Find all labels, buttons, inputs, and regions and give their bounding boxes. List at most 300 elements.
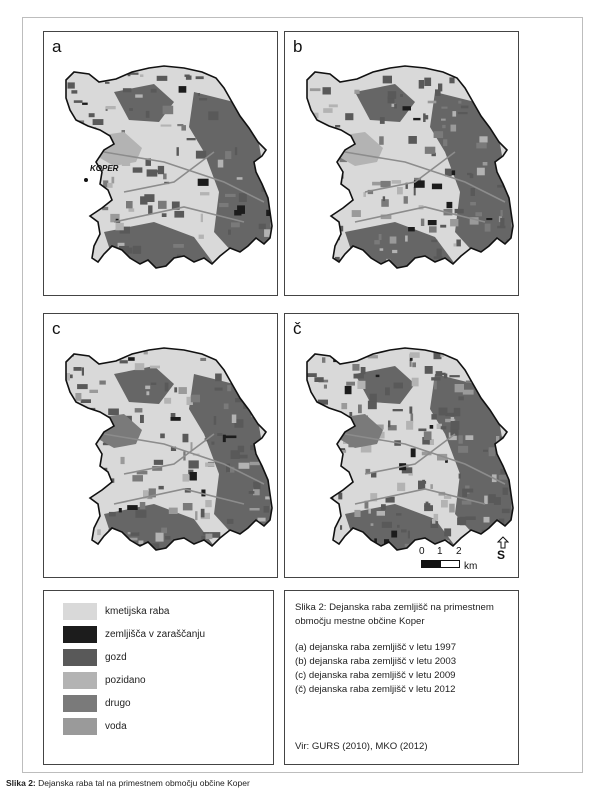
legend-label: zemljišča v zaraščanju xyxy=(105,629,206,640)
land-use-patch xyxy=(309,552,317,560)
land-use-patch xyxy=(501,128,509,135)
land-use-patch xyxy=(421,219,424,226)
land-use-patch xyxy=(451,417,454,421)
land-use-patch xyxy=(411,448,416,457)
land-use-patch xyxy=(458,112,468,114)
land-use-patch xyxy=(338,171,341,174)
land-use-patch xyxy=(379,136,384,145)
land-use-patch xyxy=(346,382,355,386)
land-use-patch xyxy=(169,508,178,514)
land-use-patch xyxy=(161,125,172,127)
land-use-patch xyxy=(154,460,163,465)
land-use-patch xyxy=(190,472,197,481)
land-use-patch xyxy=(397,483,405,491)
land-use-patch xyxy=(175,544,183,547)
land-use-patch xyxy=(492,78,501,84)
land-use-patch xyxy=(482,100,492,106)
land-use-patch xyxy=(139,541,144,545)
land-use-patch xyxy=(89,269,91,278)
land-use-patch xyxy=(119,246,129,255)
land-use-patch xyxy=(226,436,237,439)
land-use-patch xyxy=(271,448,277,452)
land-use-patch xyxy=(454,243,457,246)
land-use-patch xyxy=(89,113,95,117)
land-use-patch xyxy=(237,177,243,180)
land-use-patch xyxy=(310,88,321,91)
land-use-patch xyxy=(147,169,158,176)
land-use-patch xyxy=(217,433,222,436)
land-use-patch xyxy=(66,541,74,547)
land-use-patch xyxy=(403,106,412,110)
land-use-patch xyxy=(71,408,75,411)
land-use-patch xyxy=(462,501,472,505)
land-use-patch xyxy=(467,173,472,175)
land-use-patch xyxy=(459,435,463,443)
land-use-patch xyxy=(358,405,362,414)
land-use-patch xyxy=(495,378,500,384)
land-use-patch xyxy=(195,511,197,520)
land-use-patch xyxy=(390,237,397,244)
land-use-patch xyxy=(418,429,426,432)
land-use-patch xyxy=(232,415,237,424)
land-use-patch xyxy=(133,246,141,254)
land-use-patch xyxy=(84,425,91,433)
land-use-patch xyxy=(183,503,193,510)
land-use-patch xyxy=(425,366,433,374)
land-use-patch xyxy=(331,431,338,437)
land-use-patch xyxy=(439,408,448,416)
land-use-patch xyxy=(412,362,416,367)
land-use-patch xyxy=(504,530,512,533)
land-use-patch xyxy=(409,473,413,475)
land-use-patch xyxy=(501,210,503,216)
land-use-patch xyxy=(500,218,504,227)
land-use-patch xyxy=(201,214,203,222)
map-legend xyxy=(43,590,274,765)
land-use-patch xyxy=(430,425,434,429)
land-use-patch xyxy=(306,168,311,173)
land-use-patch xyxy=(503,488,508,495)
land-use-patch xyxy=(174,211,184,218)
land-use-patch xyxy=(431,414,436,420)
land-use-patch xyxy=(470,202,476,205)
land-use-patch xyxy=(454,408,461,416)
land-use-patch xyxy=(497,446,504,450)
legend-label: gozd xyxy=(105,652,127,663)
map-drawing xyxy=(285,32,518,295)
land-use-patch xyxy=(425,147,436,154)
land-use-patch xyxy=(481,103,488,105)
land-use-patch xyxy=(68,476,75,481)
land-use-patch xyxy=(428,101,437,104)
koper-marker xyxy=(84,178,88,182)
land-use-patches xyxy=(44,32,277,295)
land-use-patch xyxy=(505,129,511,132)
land-use-patch xyxy=(135,363,145,370)
land-use-patch xyxy=(160,434,165,439)
land-use-patch xyxy=(462,491,467,497)
land-use-patch xyxy=(340,525,342,530)
land-use-patch xyxy=(76,159,81,162)
land-use-patch xyxy=(449,375,459,377)
land-use-patch xyxy=(74,187,84,196)
land-use-patch xyxy=(107,183,112,188)
land-use-patch xyxy=(146,111,150,118)
land-use-patch xyxy=(74,367,82,371)
land-use-patch xyxy=(84,496,87,504)
north-arrow-icon xyxy=(496,536,510,566)
land-use-patch xyxy=(163,174,167,180)
land-use-patch xyxy=(434,131,444,138)
land-use-patch xyxy=(84,243,90,246)
land-use-patch xyxy=(397,187,403,194)
land-use-patch xyxy=(248,541,258,547)
land-use-patch xyxy=(388,91,397,99)
land-use-patch xyxy=(324,551,329,558)
land-use-patch xyxy=(272,532,277,539)
land-use-patch xyxy=(466,381,471,383)
land-use-patch xyxy=(146,391,149,395)
land-use-patch xyxy=(86,196,89,199)
land-use-patch xyxy=(201,509,205,518)
land-use-patch xyxy=(368,401,377,410)
land-use-patch xyxy=(476,143,486,149)
land-use-patch xyxy=(490,369,497,376)
land-use-patch xyxy=(116,223,124,231)
land-use-patch xyxy=(258,390,264,396)
panel-letter: a xyxy=(52,37,62,56)
land-use-patch xyxy=(106,106,116,109)
land-use-patch xyxy=(381,181,391,187)
land-use-patch xyxy=(256,369,261,376)
land-use-patch xyxy=(508,450,512,457)
land-use-patch xyxy=(144,194,154,202)
land-use-patch xyxy=(71,90,77,93)
land-use-patch xyxy=(126,201,133,208)
land-use-patch xyxy=(458,446,468,453)
land-use-patch xyxy=(381,504,386,510)
land-use-patch xyxy=(100,137,111,140)
panel-letter: č xyxy=(293,319,302,338)
land-use-patch xyxy=(227,519,234,524)
land-use-patch xyxy=(215,388,223,391)
land-use-patch xyxy=(455,209,464,214)
land-use-patch xyxy=(308,143,314,148)
land-use-patch xyxy=(191,395,200,403)
land-use-patch xyxy=(401,529,407,532)
land-use-patch xyxy=(247,549,252,557)
caption-line: (b) dejanska raba zemljišč v letu 2003 xyxy=(295,656,457,667)
land-use-patch xyxy=(423,113,426,122)
land-use-patch xyxy=(75,524,79,527)
legend-label: voda xyxy=(105,721,127,732)
land-use-patch xyxy=(82,367,84,375)
land-use-patch xyxy=(458,396,463,400)
land-use-patch xyxy=(438,84,442,92)
land-use-patch xyxy=(234,352,242,357)
land-use-patch xyxy=(225,194,236,197)
land-use-patches xyxy=(285,32,518,295)
land-use-patch xyxy=(331,192,340,195)
land-use-patch xyxy=(328,128,334,131)
land-use-patch xyxy=(140,415,144,423)
land-use-patch xyxy=(325,189,335,193)
land-use-patch xyxy=(135,94,143,97)
land-use-patch xyxy=(64,435,73,439)
land-use-patch xyxy=(200,358,206,361)
land-use-patch xyxy=(331,262,337,265)
land-use-patch xyxy=(81,443,88,450)
map-panel-c xyxy=(43,313,278,578)
land-use-patch xyxy=(128,357,135,361)
land-use-patch xyxy=(500,103,511,107)
land-use-patch xyxy=(258,171,265,175)
land-use-patch xyxy=(489,447,495,456)
land-use-patch xyxy=(71,431,77,440)
land-use-patch xyxy=(314,404,316,413)
land-use-patch xyxy=(501,72,503,81)
land-use-patch xyxy=(250,508,260,511)
land-use-patch xyxy=(372,182,381,186)
land-use-patch xyxy=(437,249,442,258)
land-use-patch xyxy=(463,390,474,395)
land-use-patch xyxy=(337,485,340,489)
land-use-patch xyxy=(89,390,98,393)
land-use-patch xyxy=(388,421,390,428)
land-use-patch xyxy=(391,531,397,538)
land-use-patch xyxy=(81,399,91,403)
land-use-patch xyxy=(449,77,454,83)
land-use-patch xyxy=(352,364,359,371)
land-use-patch xyxy=(76,430,78,433)
land-use-patch xyxy=(82,103,88,105)
land-use-patch xyxy=(419,80,424,89)
land-use-patch xyxy=(484,517,490,523)
land-use-patch xyxy=(239,463,250,469)
land-use-patch xyxy=(78,153,84,157)
land-use-patch xyxy=(383,196,385,201)
land-use-patch xyxy=(230,252,235,257)
land-use-patch xyxy=(383,76,392,84)
land-use-patch xyxy=(208,111,218,120)
land-use-patch xyxy=(187,138,196,140)
legend-label: drugo xyxy=(105,698,131,709)
land-use-patch xyxy=(511,142,518,149)
land-use-patch xyxy=(199,98,207,100)
land-use-patch xyxy=(349,350,357,359)
land-use-patch xyxy=(156,533,164,542)
land-use-patches xyxy=(285,314,518,577)
land-use-patch xyxy=(330,411,338,415)
land-use-patch xyxy=(377,511,385,516)
land-use-patch xyxy=(322,456,325,460)
land-use-patch xyxy=(189,460,199,468)
land-use-patch xyxy=(135,510,146,518)
land-use-patch xyxy=(324,162,334,169)
land-use-patch xyxy=(514,146,517,151)
scale-segment-white xyxy=(440,560,460,568)
land-use-patch xyxy=(129,208,135,211)
land-use-patch xyxy=(140,74,143,77)
land-use-patch xyxy=(164,398,171,404)
land-use-patch xyxy=(408,272,413,281)
land-use-patch xyxy=(392,250,397,253)
land-use-patch xyxy=(157,76,168,81)
land-use-patch xyxy=(83,427,93,429)
land-use-patch xyxy=(264,229,275,237)
land-use-patch xyxy=(267,94,271,103)
land-use-patch xyxy=(455,384,464,392)
land-use-patch xyxy=(357,381,365,389)
land-use-patch xyxy=(204,544,208,547)
panel-letter: c xyxy=(52,319,61,338)
land-use-patch xyxy=(249,491,255,494)
land-use-patch xyxy=(120,360,128,363)
land-use-patch xyxy=(131,532,140,536)
land-use-patch xyxy=(314,377,323,382)
land-use-patch xyxy=(432,184,442,190)
land-use-patch xyxy=(242,389,248,393)
place-label-koper: KOPER xyxy=(90,164,119,173)
land-use-patch xyxy=(320,245,329,250)
land-use-patch xyxy=(231,222,240,227)
scale-unit: km xyxy=(464,561,478,572)
land-use-patch xyxy=(324,385,327,389)
land-use-patch xyxy=(92,439,94,447)
land-use-patch xyxy=(74,100,83,103)
land-use-patch xyxy=(308,373,317,377)
land-use-patch xyxy=(70,247,74,255)
land-use-patch xyxy=(503,178,514,182)
land-use-patch xyxy=(148,205,152,214)
land-use-patch xyxy=(314,172,318,179)
land-use-patch xyxy=(258,518,266,522)
land-use-patch xyxy=(394,383,404,389)
land-use-patch xyxy=(77,124,80,129)
land-use-patch xyxy=(483,162,488,166)
land-use-patch xyxy=(213,70,218,74)
land-use-patch xyxy=(483,533,493,536)
land-use-patch xyxy=(475,212,482,216)
land-use-patch xyxy=(232,268,238,272)
land-use-patch xyxy=(174,387,177,392)
land-use-patch xyxy=(80,137,89,144)
land-use-patch xyxy=(238,446,244,453)
land-use-patch xyxy=(249,530,254,537)
land-use-patch xyxy=(105,82,110,84)
land-use-patch xyxy=(311,519,318,524)
land-use-patch xyxy=(74,431,78,434)
land-use-patch xyxy=(112,177,115,184)
land-use-patch xyxy=(127,505,138,510)
land-use-patch xyxy=(251,256,254,261)
land-use-patch xyxy=(451,421,460,430)
land-use-patch xyxy=(265,435,273,442)
land-use-patch xyxy=(171,417,181,421)
land-use-patch xyxy=(133,167,143,172)
land-use-patch xyxy=(99,381,105,385)
land-use-patch xyxy=(89,220,96,226)
land-use-patch xyxy=(476,536,486,539)
land-use-patch xyxy=(233,546,236,551)
land-use-patch xyxy=(312,266,319,272)
land-use-patch xyxy=(494,380,504,388)
land-use-patch xyxy=(159,486,164,490)
land-use-patch xyxy=(318,129,323,135)
land-use-patch xyxy=(223,435,226,442)
land-use-patch xyxy=(401,271,409,275)
land-use-patch xyxy=(461,106,469,109)
scale-tick: 2 xyxy=(456,546,462,557)
land-use-patch xyxy=(397,525,400,528)
land-use-patch xyxy=(393,409,403,411)
land-use-patch xyxy=(268,103,275,109)
land-use-patch xyxy=(135,408,143,412)
land-use-patch xyxy=(429,226,437,232)
land-use-patch xyxy=(483,450,488,452)
land-use-patch xyxy=(311,479,318,485)
land-use-patch xyxy=(379,234,382,240)
land-use-patch xyxy=(374,240,380,244)
land-use-patch xyxy=(322,357,325,363)
land-use-patch xyxy=(264,184,266,186)
land-use-patch xyxy=(265,421,270,424)
land-use-patch xyxy=(76,416,86,424)
land-use-patch xyxy=(93,143,100,149)
land-use-patch xyxy=(451,125,457,132)
land-use-patch xyxy=(196,76,204,79)
land-use-patch xyxy=(69,506,72,513)
figure-caption-text: Dejanska raba tal na primestnem območju občine Koper xyxy=(35,778,250,788)
land-use-patch xyxy=(339,139,343,146)
land-use-patch xyxy=(472,361,481,364)
land-use-patch xyxy=(326,225,330,231)
map-drawing xyxy=(285,314,518,577)
land-use-patch xyxy=(314,553,320,558)
land-use-patch xyxy=(323,108,332,113)
map-panel-c-caron xyxy=(284,313,519,578)
land-use-patch xyxy=(471,188,475,196)
land-use-patch xyxy=(74,421,83,427)
land-use-patch xyxy=(250,462,260,465)
land-use-patch xyxy=(191,442,193,450)
land-use-patch xyxy=(254,389,261,391)
land-use-patch xyxy=(501,440,506,446)
scale-tick: 1 xyxy=(437,546,443,557)
map-panel-a xyxy=(43,31,278,296)
land-use-patch xyxy=(320,161,323,164)
caption-line: (č) dejanska raba zemljišč v letu 2012 xyxy=(295,684,456,695)
land-use-patch xyxy=(67,186,72,190)
land-use-patch xyxy=(413,118,420,120)
land-use-patch xyxy=(329,104,338,107)
land-use-patch xyxy=(79,446,83,449)
legend-swatch xyxy=(63,626,97,643)
land-use-patch xyxy=(428,220,437,225)
land-use-patch xyxy=(376,375,380,377)
land-use-patch xyxy=(264,506,270,513)
caption-box xyxy=(284,590,519,765)
land-use-patch xyxy=(177,147,179,156)
land-use-patch xyxy=(456,352,465,357)
land-use-patch xyxy=(108,409,119,416)
land-use-patch xyxy=(72,526,81,530)
land-use-patch xyxy=(237,205,245,214)
land-use-patch xyxy=(120,266,130,271)
land-use-patch xyxy=(219,203,228,207)
land-use-patch xyxy=(405,236,408,242)
land-use-patch xyxy=(132,475,143,481)
